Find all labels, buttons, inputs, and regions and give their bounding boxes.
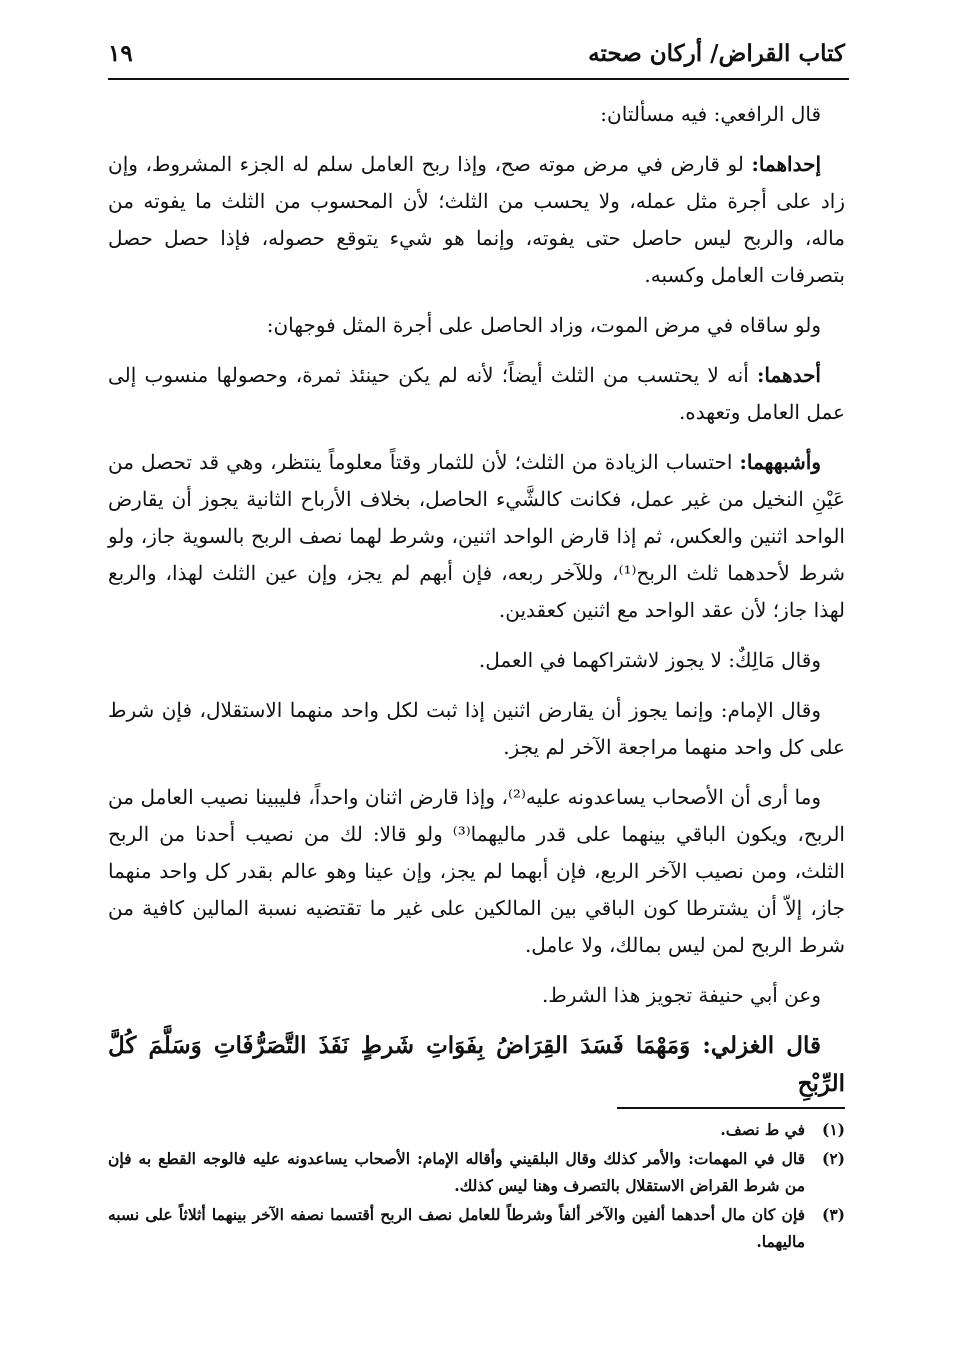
paragraph-imam: [108, 692, 845, 766]
paragraph-text: وعن أبي حنيفة تجويز هذا الشرط.: [541, 983, 821, 1007]
paragraph-malik: [108, 642, 845, 679]
ghazali-quote: وَمَهْمَا فَسَدَ القِرَاضُ بِفَوَاتِ شَرطٍ نَفَذَ التَّصَرُّفَاتِ وَسَلَّمَ كُلَّ الرِّبْحِ: [108, 1032, 845, 1097]
page-number: ١٩: [108, 40, 133, 67]
paragraph-text: أنه لا يحتسب من الثلث أيضاً؛ لأنه لم يكن حينئذ ثمرة، وحصولها منسوب إلى عمل العامل وتعهده.: [108, 363, 845, 424]
footnote-3: [108, 1201, 845, 1255]
footnote-1: [108, 1116, 845, 1143]
main-text: [108, 96, 845, 1116]
footnote-divider: [617, 1107, 845, 1109]
paragraph-first-view: [108, 357, 845, 431]
paragraph-lead: إحداهما:: [751, 152, 821, 176]
running-title: كتاب القراض/ أركان صحته: [588, 40, 845, 67]
paragraph-rafii-intro: [108, 96, 845, 133]
paragraph-text: وقال مَالِكٌ: لا يجوز لاشتراكهما في العمل.: [478, 648, 821, 672]
footnote-text: في ط نصف.: [720, 1120, 805, 1139]
footnote-2: [108, 1145, 845, 1199]
footnote-text: فإن كان مال أحدهما ألفين والآخر ألفاً وشرطاً للعامل نصف الربح أقتسما نصفه الآخر بينهما أثلاثاً على نسبه ماليهما.: [108, 1205, 805, 1251]
paragraph-lead: أحدهما:: [756, 363, 821, 387]
paragraph-text: احتساب الزيادة من الثلث؛ لأن للثمار وقتاً معلوماً ينتظر، وهي قد تحصل من عَيْنِ النخيل من غير عمل، فكانت كالشَّيء الحاصل، بخلاف الأرباح الثانية يجوز أن يقارض الواحد اثنين والعكس، ثم إذا قارض الواحد اثنين، وشرط لهما نصف الربح بالسوية جاز، ولو شرط لأحدهما ثلث الربح⁽¹⁾، وللآخر ربعه، فإن أبهم لم يجز، وإن عين الثلث لهذا، والربع لهذا جاز؛ لأن عقد الواحد مع اثنين كعقدين.: [108, 450, 845, 622]
paragraph-text: لو قارض في مرض موته صح، وإذا ربح العامل سلم له الجزء المشروط، وإن زاد على أجرة مثل عمله، ولا يحسب من الثلث؛ لأن المحسوب من الثلث ما يفوته من ماله، والربح ليس حاصل حتى يفوته، وإنما هو شيء يتوقع حصوله، فإذا حصل حصل بتصرفات العامل وكسبه.: [108, 152, 845, 287]
paragraph-musaqah: [108, 307, 845, 344]
footnote-number: (١): [821, 1120, 845, 1139]
paragraph-lead: قال الغزلي:: [702, 1032, 821, 1059]
paragraph-lead: وأشبههما:: [739, 450, 821, 474]
paragraph-text: وما أرى أن الأصحاب يساعدونه عليه⁽²⁾، وإذا قارض اثنان واحداً، فليبينا نصيب العامل من الربح، ويكون الباقي بينهما على قدر ماليهما⁽³⁾ ولو قالا: لك من نصيب أحدنا من الربح الثلث، ومن نصيب الآخر الربع، فإن أبهما لم يجز، وإن عينا وهو عالم بقدر كل واحد منهما جاز، إلاّ أن يشترطا كون الباقي بين المالكين على غير ما تقتضيه نسبة المالين كافية من شرط الربح لمن ليس بمالك، ولا عامل.: [108, 785, 845, 957]
running-header: [108, 32, 845, 78]
footnote-text: قال في المهمات: والأمر كذلك وقال البلقيني وأقاله الإمام: الأصحاب يساعدونه عليه فالوجه القطع به فإن من شرط القراض الاستقلال بالتصرف وهنا ليس كذلك.: [108, 1149, 805, 1195]
paragraph-text: وقال الإمام: وإنما يجوز أن يقارض اثنين إذا ثبت لكل واحد منهما الاستقلال، فإن شرط على كل واحد منهما مراجعة الآخر لم يجز.: [108, 698, 845, 759]
footnotes: [108, 1116, 845, 1257]
paragraph-first-issue: [108, 146, 845, 294]
paragraph-companions: [108, 779, 845, 964]
paragraph-text: ولو ساقاه في مرض الموت، وزاد الحاصل على أجرة المثل فوجهان:: [266, 313, 821, 337]
header-divider: [108, 78, 849, 80]
paragraph-abu-hanifa: [108, 977, 845, 1014]
paragraph-stronger-view: [108, 444, 845, 629]
footnote-number: (٢): [821, 1149, 845, 1168]
footnote-number: (٣): [821, 1205, 845, 1224]
paragraph-text: قال الرافعي: فيه مسألتان:: [600, 102, 821, 126]
paragraph-ghazali: [108, 1027, 845, 1103]
